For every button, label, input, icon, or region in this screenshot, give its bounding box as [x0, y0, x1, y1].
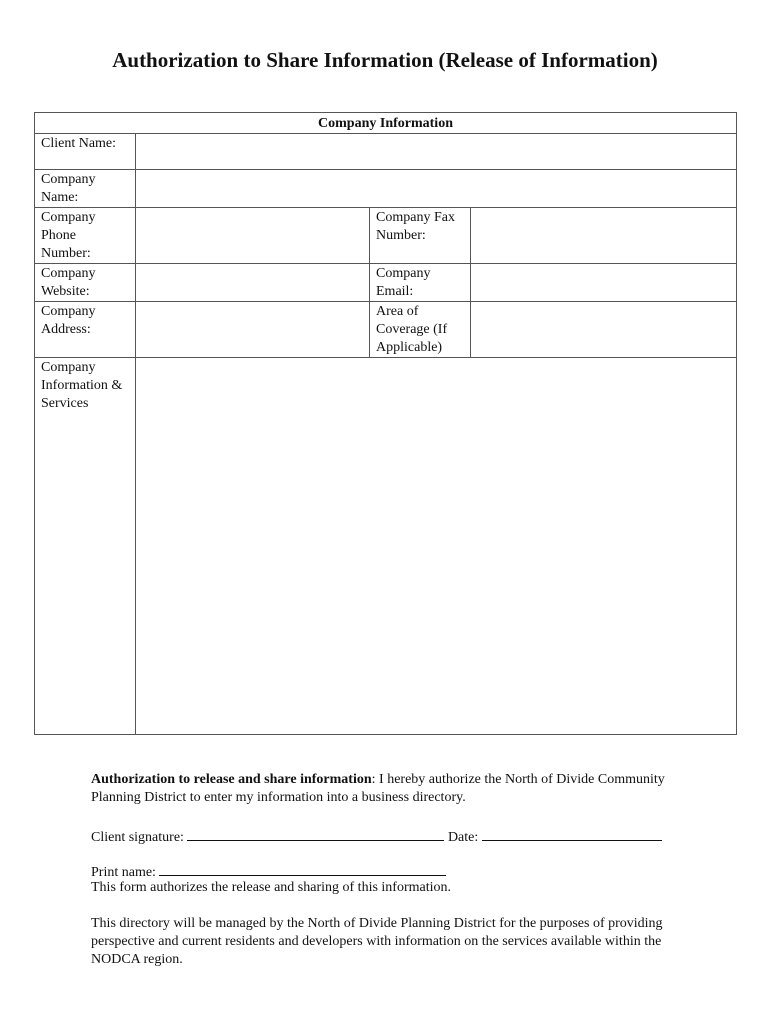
client-signature-label: Client signature:	[91, 830, 184, 845]
company-fax-field[interactable]	[471, 208, 737, 264]
company-email-field[interactable]	[471, 264, 737, 302]
authorization-note: This form authorizes the release and sharing of this information.	[91, 880, 452, 895]
company-website-label: Company Website:	[35, 264, 136, 302]
client-signature-row	[91, 826, 691, 847]
area-of-coverage-field[interactable]	[471, 302, 737, 358]
company-services-label: Company Information & Services	[35, 358, 136, 735]
company-website-field[interactable]	[136, 264, 370, 302]
print-name-line[interactable]	[159, 861, 446, 876]
page-title: Authorization to Share Information (Release of Information)	[112, 48, 658, 72]
client-signature-line[interactable]	[187, 826, 444, 841]
area-of-coverage-label: Area of Coverage (If Applicable)	[370, 302, 471, 358]
company-email-label: Company Email:	[370, 264, 471, 302]
authorization-heading: Authorization to release and share information	[91, 772, 372, 787]
company-name-field[interactable]	[136, 170, 737, 208]
client-name-label: Client Name:	[35, 134, 136, 170]
date-line[interactable]	[482, 826, 662, 841]
company-services-field[interactable]	[136, 358, 737, 735]
company-information-header: Company Information	[35, 113, 737, 134]
company-information-table	[34, 112, 737, 735]
company-name-label: Company Name:	[35, 170, 136, 208]
authorization-paragraph	[91, 771, 691, 807]
company-phone-label: Company Phone Number:	[35, 208, 136, 264]
directory-note: This directory will be managed by the North of Divide Planning District for the purposes of providing perspective and current residents and developers with information on the services available within the NODCA region.	[91, 916, 663, 967]
client-name-field[interactable]	[136, 134, 737, 170]
company-address-field[interactable]	[136, 302, 370, 358]
authorization-text: : I hereby authorize the North of Divide Community Planning District to enter my information into a business directory.	[91, 772, 665, 805]
date-label: Date:	[447, 830, 479, 845]
company-address-label: Company Address:	[35, 302, 136, 358]
company-fax-label: Company Fax Number:	[370, 208, 471, 264]
company-phone-field[interactable]	[136, 208, 370, 264]
print-name-label: Print name:	[91, 865, 156, 880]
